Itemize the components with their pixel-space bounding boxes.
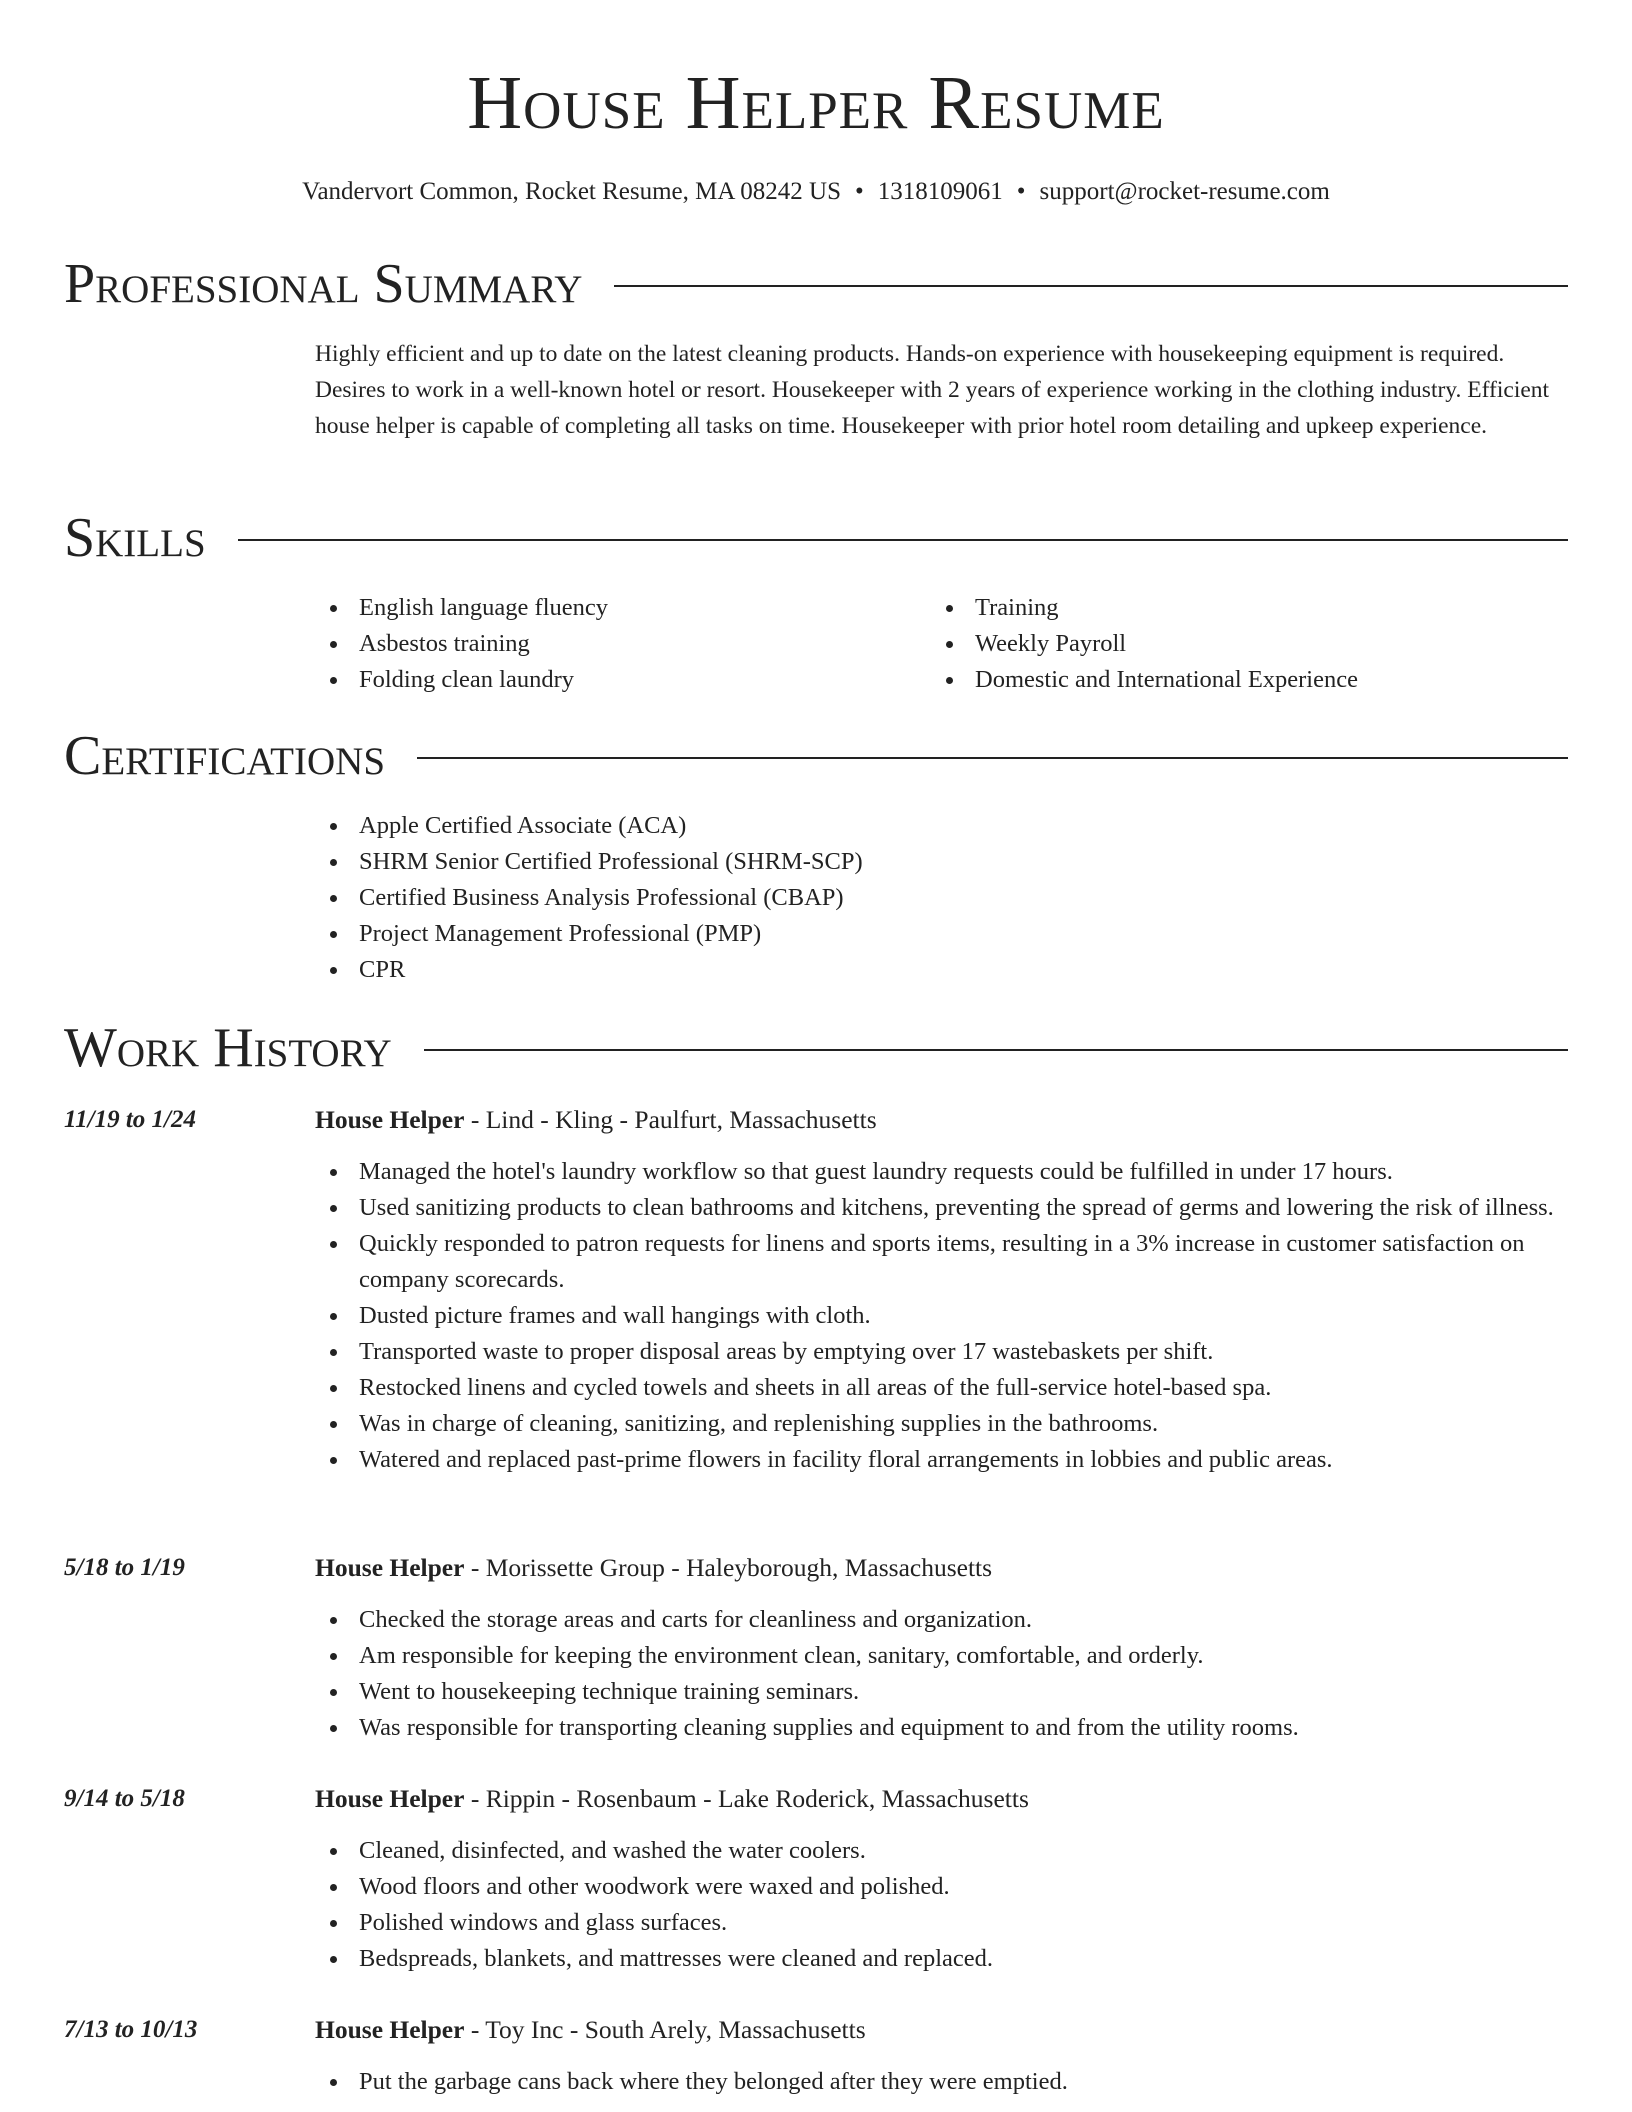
section-title-skills: Skills (64, 507, 206, 569)
job-title-line (315, 2012, 866, 2048)
skill-item: Training (931, 590, 1358, 626)
job-bullet: Watered and replaced past-prime flowers in facility floral arrangements in lobbies and public areas. (315, 1442, 1575, 1478)
section-divider (614, 285, 1568, 287)
job-bullet: Polished windows and glass surfaces. (315, 1905, 1575, 1941)
job-dates: 7/13 to 10/13 (64, 2016, 198, 2043)
contact-separator: • (1016, 178, 1026, 205)
job-bullet: Checked the storage areas and carts for cleanliness and organization. (315, 1602, 1575, 1638)
certification-item: CPR (315, 952, 863, 988)
skill-item: Folding clean laundry (315, 662, 608, 698)
job-title-line (315, 1781, 1029, 1817)
section-title-certifications: Certifications (64, 725, 386, 787)
skill-item: Domestic and International Experience (931, 662, 1358, 698)
section-divider (417, 757, 1568, 759)
section-header-work-history (64, 1016, 1568, 1080)
job-bullet: Quickly responded to patron requests for linens and sports items, resulting in a 3% increase in customer satisfaction on company scorecards. (315, 1226, 1575, 1298)
skill-item: Weekly Payroll (931, 626, 1358, 662)
contact-line (0, 176, 1632, 208)
section-divider (424, 1049, 1568, 1051)
job-bullets (315, 1154, 1575, 1478)
job-bullet: Put the garbage cans back where they belonged after they were emptied. (315, 2064, 1575, 2100)
resume-title: House Helper Resume (467, 61, 1165, 145)
job-title-line (315, 1550, 992, 1586)
job-bullet: Was responsible for transporting cleaning supplies and equipment to and from the utility rooms. (315, 1710, 1575, 1746)
job-role: House Helper (315, 1553, 465, 1582)
job-role: House Helper (315, 1105, 465, 1134)
job-bullet: Am responsible for keeping the environment clean, sanitary, comfortable, and orderly. (315, 1638, 1575, 1674)
job-bullet: Restocked linens and cycled towels and sheets in all areas of the full-service hotel-based spa. (315, 1370, 1575, 1406)
skill-item: English language fluency (315, 590, 608, 626)
job-company-location: - Rippin - Rosenbaum - Lake Roderick, Massachusetts (464, 1784, 1029, 1813)
certification-item: Project Management Professional (PMP) (315, 916, 863, 952)
job-dates: 5/18 to 1/19 (64, 1554, 185, 1581)
job-role: House Helper (315, 1784, 465, 1813)
certification-item: SHRM Senior Certified Professional (SHRM-SCP) (315, 844, 863, 880)
certifications-list (315, 808, 863, 988)
job-company-location: - Toy Inc - South Arely, Massachusetts (464, 2015, 866, 2044)
section-header-summary (64, 252, 1568, 316)
job-bullet: Went to housekeeping technique training seminars. (315, 1674, 1575, 1710)
job-bullet: Bedspreads, blankets, and mattresses were cleaned and replaced. (315, 1941, 1575, 1977)
job-bullet: Used sanitizing products to clean bathrooms and kitchens, preventing the spread of germs and lowering the risk of illness. (315, 1190, 1575, 1226)
job-bullet: Managed the hotel's laundry workflow so that guest laundry requests could be fulfilled in under 17 hours. (315, 1154, 1575, 1190)
skills-list-right (931, 590, 1358, 698)
job-dates: 11/19 to 1/24 (64, 1106, 196, 1133)
contact-email: support@rocket-resume.com (1039, 178, 1330, 205)
job-bullet: Wood floors and other woodwork were waxed and polished. (315, 1869, 1575, 1905)
job-company-location: - Lind - Kling - Paulfurt, Massachusetts (464, 1105, 877, 1134)
certification-item: Apple Certified Associate (ACA) (315, 808, 863, 844)
section-title-summary: Professional Summary (64, 253, 583, 315)
job-title-line (315, 1102, 877, 1138)
job-bullet: Transported waste to proper disposal areas by emptying over 17 wastebaskets per shift. (315, 1334, 1575, 1370)
section-title-work-history: Work History (64, 1017, 392, 1079)
section-divider (238, 539, 1568, 541)
summary-text: Highly efficient and up to date on the latest cleaning products. Hands-on experience with housekeeping equipment is required. Desires to work in a well-known hotel or resort. Housekeeper with 2 years of experience working in the clothing industry. Efficient house helper is capable of completing all tasks on time. Housekeeper with prior hotel room detailing and upkeep experience. (315, 341, 1550, 439)
contact-address: Vandervort Common, Rocket Resume, MA 08242 US (302, 178, 842, 205)
job-dates: 9/14 to 5/18 (64, 1785, 185, 1812)
job-role: House Helper (315, 2015, 465, 2044)
job-bullets (315, 2064, 1575, 2100)
job-bullet: Dusted picture frames and wall hangings with cloth. (315, 1298, 1575, 1334)
job-company-location: - Morissette Group - Haleyborough, Massachusetts (464, 1553, 993, 1582)
certification-item: Certified Business Analysis Professional (CBAP) (315, 880, 863, 916)
job-bullet: Was in charge of cleaning, sanitizing, and replenishing supplies in the bathrooms. (315, 1406, 1575, 1442)
section-header-certifications (64, 724, 1568, 788)
skill-item: Asbestos training (315, 626, 608, 662)
job-bullets (315, 1602, 1575, 1746)
contact-separator: • (855, 178, 864, 205)
contact-phone: 1318109061 (877, 178, 1003, 205)
skills-list-left (315, 590, 608, 698)
job-bullets (315, 1833, 1575, 1977)
job-bullet: Cleaned, disinfected, and washed the water coolers. (315, 1833, 1575, 1869)
section-header-skills (64, 506, 1568, 570)
